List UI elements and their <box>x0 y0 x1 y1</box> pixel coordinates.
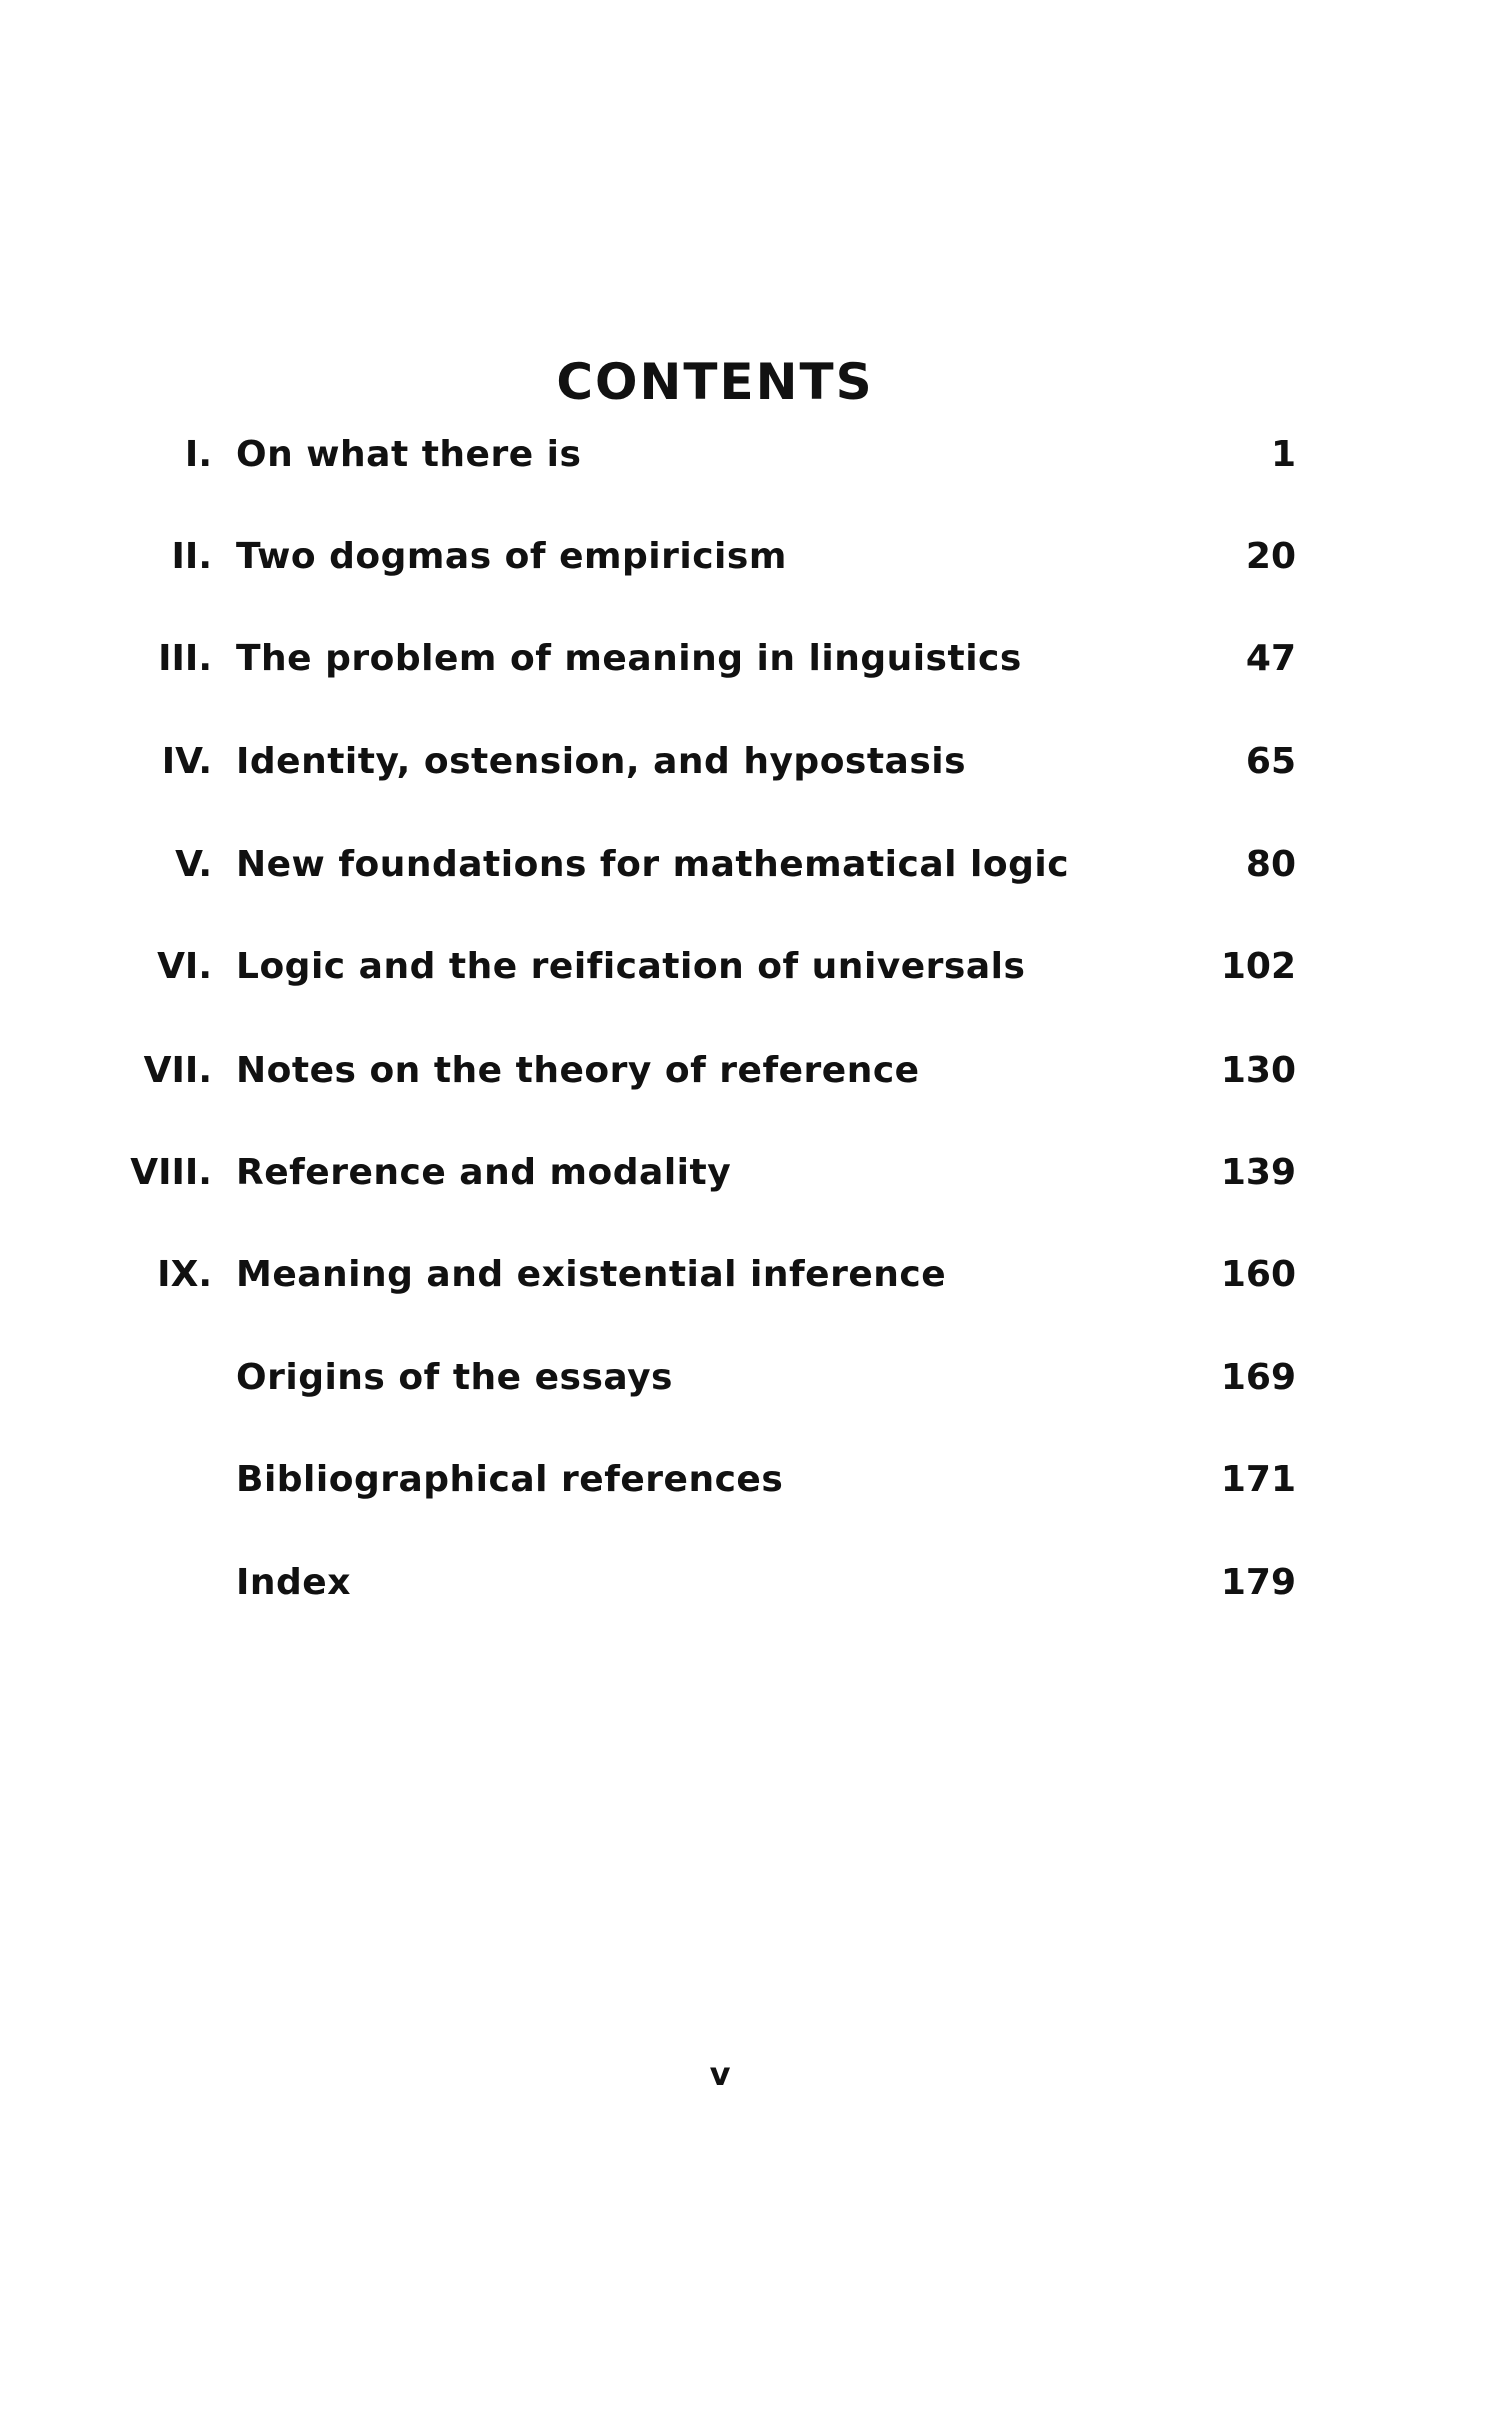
page-number: 65 <box>1245 741 1296 782</box>
toc-entry <box>0 430 1496 480</box>
toc-entry <box>0 840 1496 890</box>
chapter-title: New foundations for mathematical logic <box>236 844 1070 885</box>
chapter-number: VIII. <box>130 1152 212 1193</box>
toc-entry <box>0 1148 1496 1198</box>
chapter-title: Index <box>236 1562 351 1603</box>
chapter-number: VII. <box>143 1050 212 1091</box>
chapter-title: Two dogmas of empiricism <box>236 536 787 577</box>
chapter-number: IV. <box>161 741 212 782</box>
chapter-title: Reference and modality <box>236 1152 732 1193</box>
chapter-number: V. <box>175 844 212 885</box>
chapter-title: Bibliographical references <box>236 1459 784 1500</box>
chapter-number: I. <box>184 434 212 475</box>
toc-entry <box>0 634 1496 684</box>
page-number: 171 <box>1220 1459 1296 1500</box>
chapter-number: II. <box>171 536 212 577</box>
page-number: 47 <box>1245 638 1296 679</box>
toc-entry <box>0 1558 1496 1608</box>
toc-entry <box>0 1353 1496 1403</box>
chapter-title: On what there is <box>236 434 582 475</box>
chapter-number: IX. <box>157 1254 212 1295</box>
page-folio: v <box>709 2055 731 2093</box>
toc-entry <box>0 1046 1496 1096</box>
page-title: CONTENTS <box>556 352 874 411</box>
page-number: 179 <box>1220 1562 1296 1603</box>
chapter-title: Meaning and existential inference <box>236 1254 947 1295</box>
page-number: 130 <box>1220 1050 1296 1091</box>
page-number: 1 <box>1270 434 1296 475</box>
toc-entry <box>0 532 1496 582</box>
toc-entry <box>0 1455 1496 1505</box>
chapter-title: Logic and the reification of universals <box>236 946 1026 987</box>
chapter-title: Notes on the theory of reference <box>236 1050 920 1091</box>
chapter-title: Origins of the essays <box>236 1357 673 1398</box>
chapter-number: VI. <box>157 946 212 987</box>
page-number: 102 <box>1220 946 1296 987</box>
page-number: 80 <box>1245 844 1296 885</box>
toc-entry <box>0 942 1496 992</box>
chapter-title: Identity, ostension, and hypostasis <box>236 741 967 782</box>
page-number: 139 <box>1220 1152 1296 1193</box>
page-number: 169 <box>1220 1357 1296 1398</box>
page-number: 20 <box>1245 536 1296 577</box>
toc-entry <box>0 737 1496 787</box>
toc-entry <box>0 1250 1496 1300</box>
chapter-number: III. <box>158 638 212 679</box>
chapter-title: The problem of meaning in linguistics <box>236 638 1022 679</box>
page-number: 160 <box>1220 1254 1296 1295</box>
